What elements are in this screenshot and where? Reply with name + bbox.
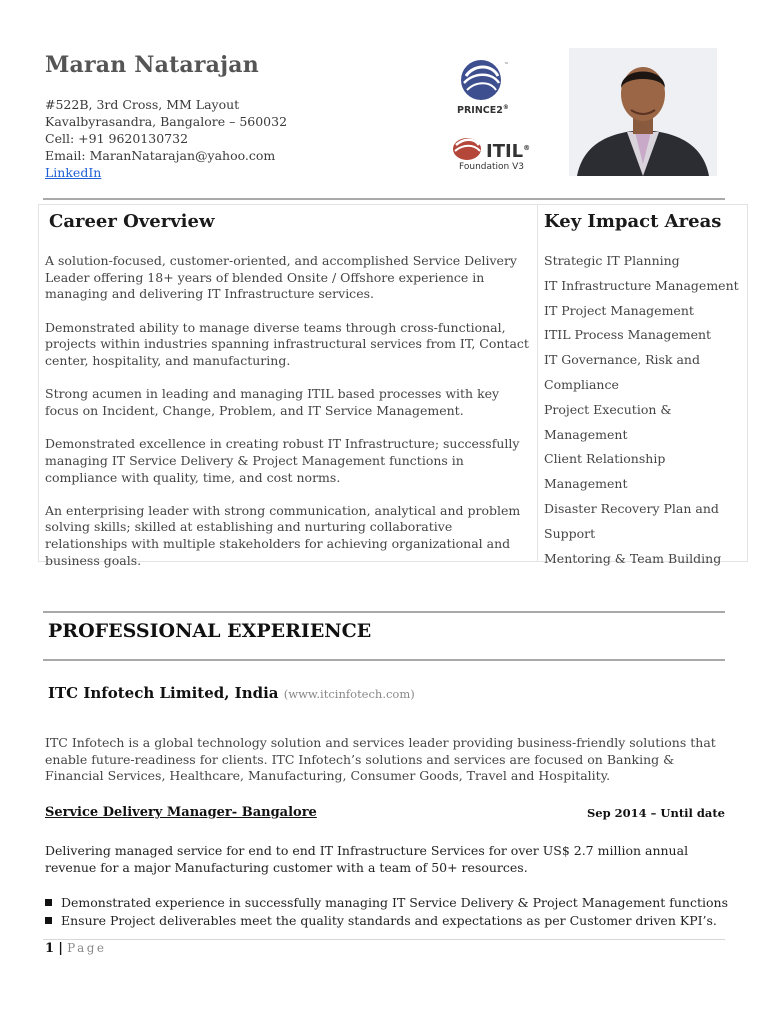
portrait-image	[569, 48, 717, 176]
prince2-logo: ™ PRINCE2®	[452, 58, 514, 118]
bullet-item	[45, 913, 717, 928]
bullet-text: Ensure Project deliverables meet the quality standards and expectations as per Customer driven KPI’s.	[61, 913, 717, 928]
page-footer	[45, 941, 107, 956]
address-line-1: #522B, 3rd Cross, MM Layout	[45, 97, 240, 112]
prince2-logo-text: PRINCE2	[457, 105, 503, 117]
job-summary: Delivering managed service for end to end IT Infrastructure Services for over US$ 2.7 million annual revenue for a major Manufacturing customer with a team of 50+ resources.	[45, 843, 689, 875]
impact-item: Project Execution & Management	[544, 401, 672, 442]
candidate-name: Maran Natarajan	[45, 52, 259, 78]
email-address: Email: MaranNatarajan@yahoo.com	[45, 148, 276, 163]
impact-item: IT Infrastructure Management	[544, 277, 739, 293]
career-overview-section	[38, 204, 538, 568]
career-paragraph: A solution-focused, customer-oriented, and accomplished Service Delivery Leader offering 18+ years of blended Onsite / Offshore experience in managing and delivering IT Infrastructure services.	[45, 253, 517, 302]
itil-logo-text: ITIL	[486, 141, 524, 162]
company-description: ITC Infotech is a global technology solution and services leader providing business-friendly solutions that enable future-readiness for clients. ITC Infotech’s solutions and services are focused on Banking & Financial Services, Healthcare, Manufacturing, Consumer Goods, Travel and Hospitality.	[45, 735, 716, 784]
impact-item: IT Governance, Risk and Compliance	[544, 352, 700, 392]
bullet-square-icon	[45, 917, 52, 924]
impact-item: Disaster Recovery Plan and Support	[544, 500, 719, 541]
impact-item: Strategic IT Planning	[544, 253, 680, 268]
profile-photo	[569, 48, 717, 176]
company-name: ITC Infotech Limited, India	[48, 684, 279, 702]
job-role: Service Delivery Manager- Bangalore	[45, 805, 317, 820]
itil-logo: ITIL® Foundation V3	[452, 134, 538, 176]
svg-text:™: ™	[504, 62, 509, 68]
career-paragraph: Demonstrated excellence in creating robust IT Infrastructure; successfully managing IT Service Delivery & Project Management functions in compliance with quality, time, and cost norms.	[45, 436, 520, 485]
bullet-text: Demonstrated experience in successfully managing IT Service Delivery & Project Management functions	[61, 895, 728, 910]
bullet-square-icon	[45, 899, 52, 906]
bullet-item	[45, 895, 728, 910]
professional-experience-title: PROFESSIONAL EXPERIENCE	[48, 620, 372, 642]
experience-top-rule	[43, 611, 725, 613]
career-overview-title: Career Overview	[49, 211, 215, 232]
experience-bottom-rule	[43, 659, 725, 661]
impact-item: Mentoring & Team Building	[544, 550, 722, 566]
career-paragraph: An enterprising leader with strong communication, analytical and problem solving skills; skilled at establishing and nurturing collaborative relationships with multiple stakeholders for achieving organizational and business goals.	[45, 502, 521, 568]
impact-item: IT Project Management	[544, 302, 694, 318]
cell-phone: Cell: +91 9620130732	[45, 131, 189, 146]
page-number: 1	[45, 941, 55, 956]
career-paragraph: Strong acumen in leading and managing ITIL based processes with key focus on Incident, Change, Problem, and IT Service Management.	[45, 386, 500, 418]
linkedin-link[interactable]: LinkedIn	[45, 165, 102, 180]
page-label: Page	[67, 941, 107, 955]
company-heading	[48, 684, 415, 702]
itil-swirl-icon	[452, 136, 486, 162]
career-paragraph: Demonstrated ability to manage diverse teams through cross-functional, projects within industries spanning infrastructural services from IT, Contact center, hospitality, and manufacturing.	[45, 319, 529, 369]
page-separator: |	[58, 941, 63, 956]
contact-block	[45, 96, 287, 181]
company-url: (www.itcinfotech.com)	[283, 687, 415, 701]
impact-item: ITIL Process Management	[544, 327, 712, 343]
address-line-2: Kavalbyrasandra, Bangalore – 560032	[45, 114, 288, 129]
key-impact-title: Key Impact Areas	[544, 211, 722, 232]
key-impact-areas-section	[537, 204, 748, 566]
header-divider	[43, 198, 725, 200]
itil-logo-subtitle: Foundation V3	[459, 162, 524, 172]
footer-rule	[43, 939, 725, 940]
job-dates: Sep 2014 – Until date	[587, 806, 725, 820]
impact-item: Client Relationship Management	[544, 451, 666, 492]
